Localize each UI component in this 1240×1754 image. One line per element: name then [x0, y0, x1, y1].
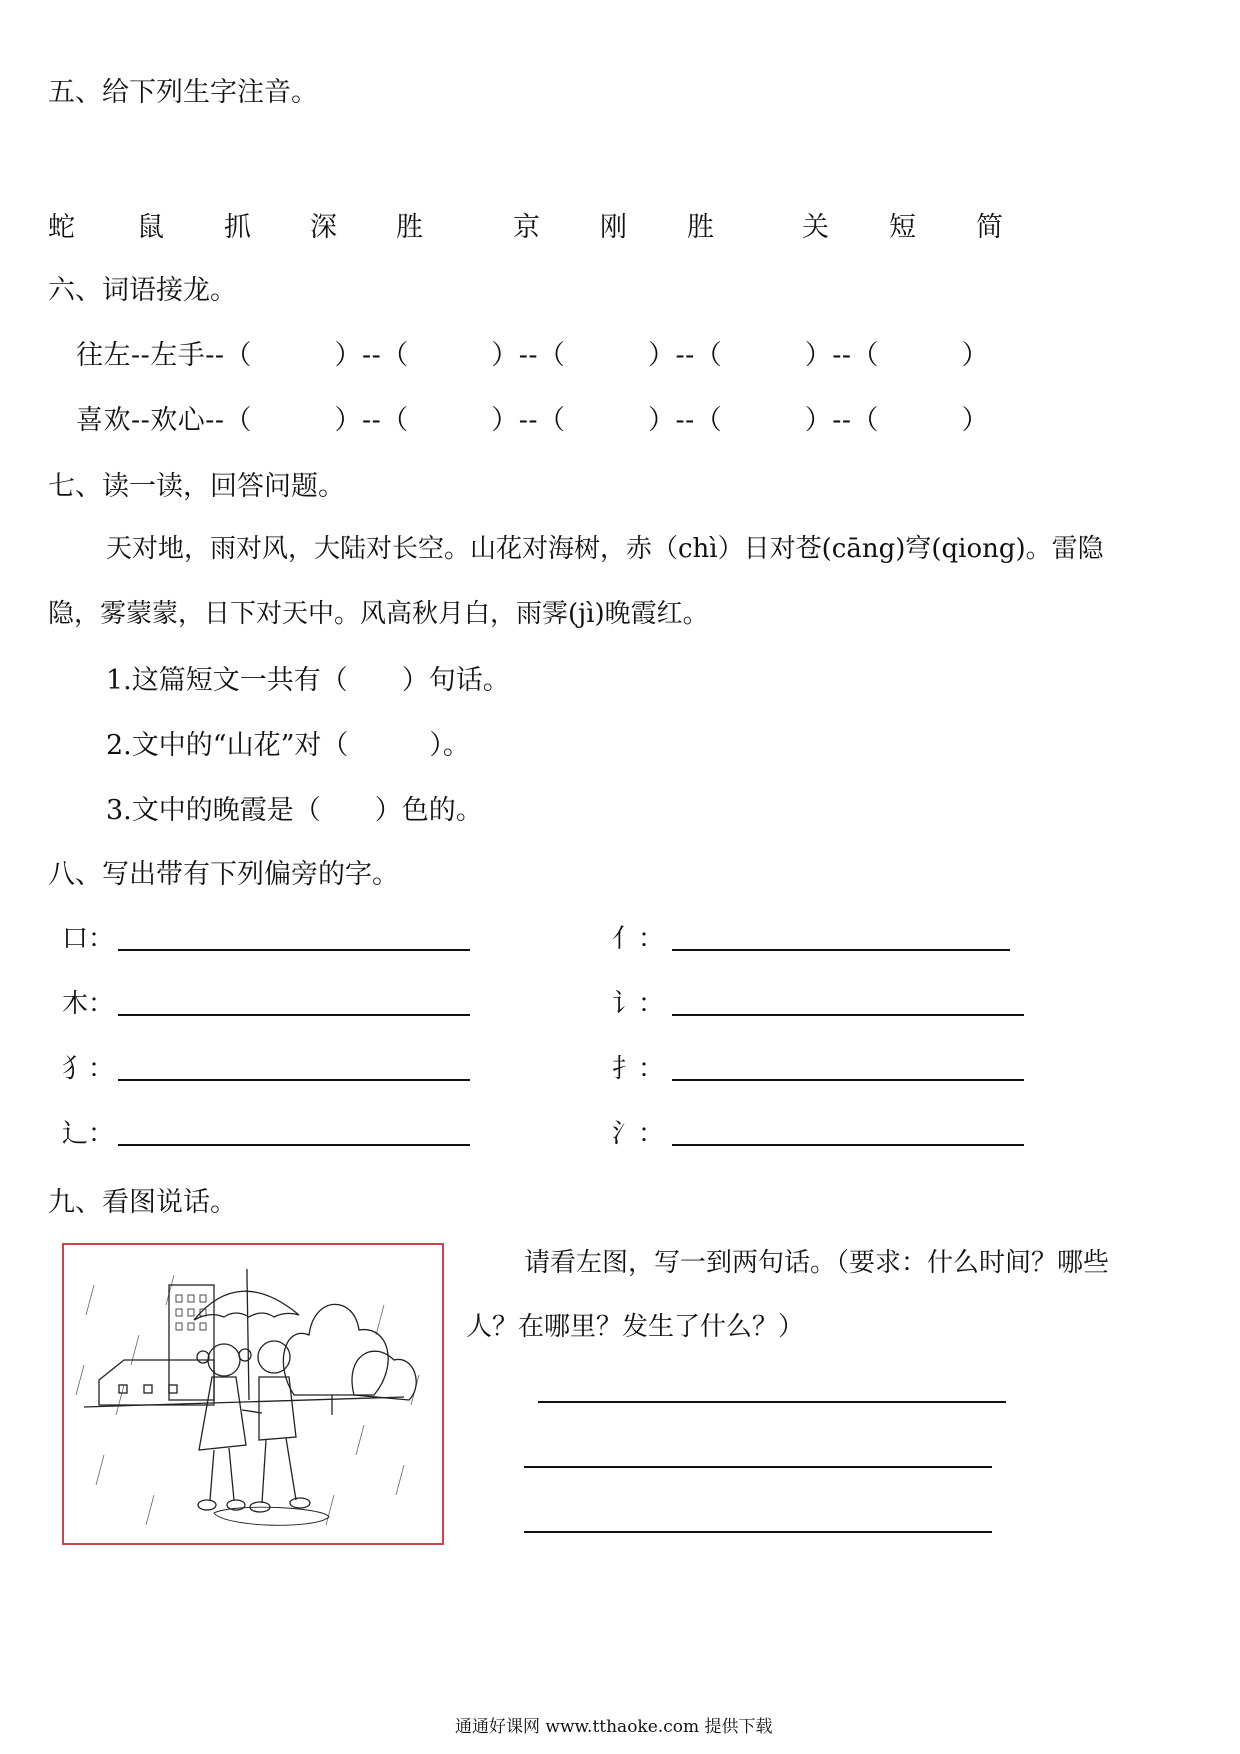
- section8-title: 八、写出带有下列偏旁的字。: [48, 859, 399, 890]
- char: 抓: [224, 212, 251, 243]
- word-chain-row: 往左--左手--（ ）--（ ）--（ ）--（ ）--（ ）: [76, 340, 989, 371]
- answer-line[interactable]: [118, 1014, 470, 1016]
- answer-line[interactable]: [672, 949, 1010, 951]
- answer-line[interactable]: [538, 1401, 1006, 1403]
- char: 鼠: [137, 212, 164, 243]
- radical-label: 扌：: [612, 1054, 665, 1084]
- section9-title: 九、看图说话。: [48, 1187, 237, 1218]
- char: 蛇: [48, 212, 75, 243]
- word-chain-row: 喜欢--欢心--（ ）--（ ）--（ ）--（ ）--（ ）: [76, 405, 989, 436]
- char: 刚: [600, 212, 627, 243]
- radical-label: 辶：: [62, 1119, 115, 1149]
- question: 3.文中的晚霞是（ ）色的。: [106, 795, 483, 826]
- answer-line[interactable]: [118, 1144, 470, 1146]
- question: 2.文中的“山花”对（ ）。: [106, 730, 470, 761]
- radical-label: 犭：: [62, 1054, 115, 1084]
- illustration-frame: [62, 1243, 444, 1545]
- char: 简: [976, 212, 1003, 243]
- prompt-line: 人？在哪里？发生了什么？）: [466, 1312, 805, 1342]
- radical-label: 讠：: [612, 989, 665, 1019]
- char: 京: [513, 212, 540, 243]
- answer-line[interactable]: [118, 1079, 470, 1081]
- answer-line[interactable]: [672, 1144, 1024, 1146]
- answer-line[interactable]: [524, 1531, 992, 1533]
- radical-label: 氵：: [612, 1119, 665, 1149]
- section5-title: 五、给下列生字注音。: [48, 77, 318, 108]
- section6-title: 六、词语接龙。: [48, 275, 237, 306]
- radical-label: 口：: [62, 924, 115, 954]
- char: 胜: [396, 212, 423, 243]
- answer-line[interactable]: [672, 1014, 1024, 1016]
- passage-line: 天对地，雨对风，大陆对长空。山花对海树，赤（chì）日对苍(cāng)穹(qiong)。雷隐: [106, 534, 1104, 564]
- char: 胜: [687, 212, 714, 243]
- passage-line: 隐，雾蒙蒙，日下对天中。风高秋月白，雨霁(jì)晚霞红。: [48, 599, 709, 629]
- answer-line[interactable]: [672, 1079, 1024, 1081]
- prompt-line: 请看左图，写一到两句话。（要求：什么时间？哪些: [524, 1248, 1110, 1278]
- footer-text: 通通好课网 www.tthaoke.com 提供下载: [455, 1717, 773, 1737]
- char: 关: [802, 212, 829, 243]
- answer-line[interactable]: [524, 1466, 992, 1468]
- char: 短: [889, 212, 916, 243]
- answer-line[interactable]: [118, 949, 470, 951]
- char: 深: [310, 212, 337, 243]
- children-with-umbrella-icon: [64, 1245, 442, 1543]
- question: 1.这篇短文一共有（ ）句话。: [106, 665, 510, 696]
- section7-title: 七、读一读，回答问题。: [48, 471, 345, 502]
- radical-label: 亻：: [612, 924, 665, 954]
- radical-label: 木：: [62, 989, 115, 1019]
